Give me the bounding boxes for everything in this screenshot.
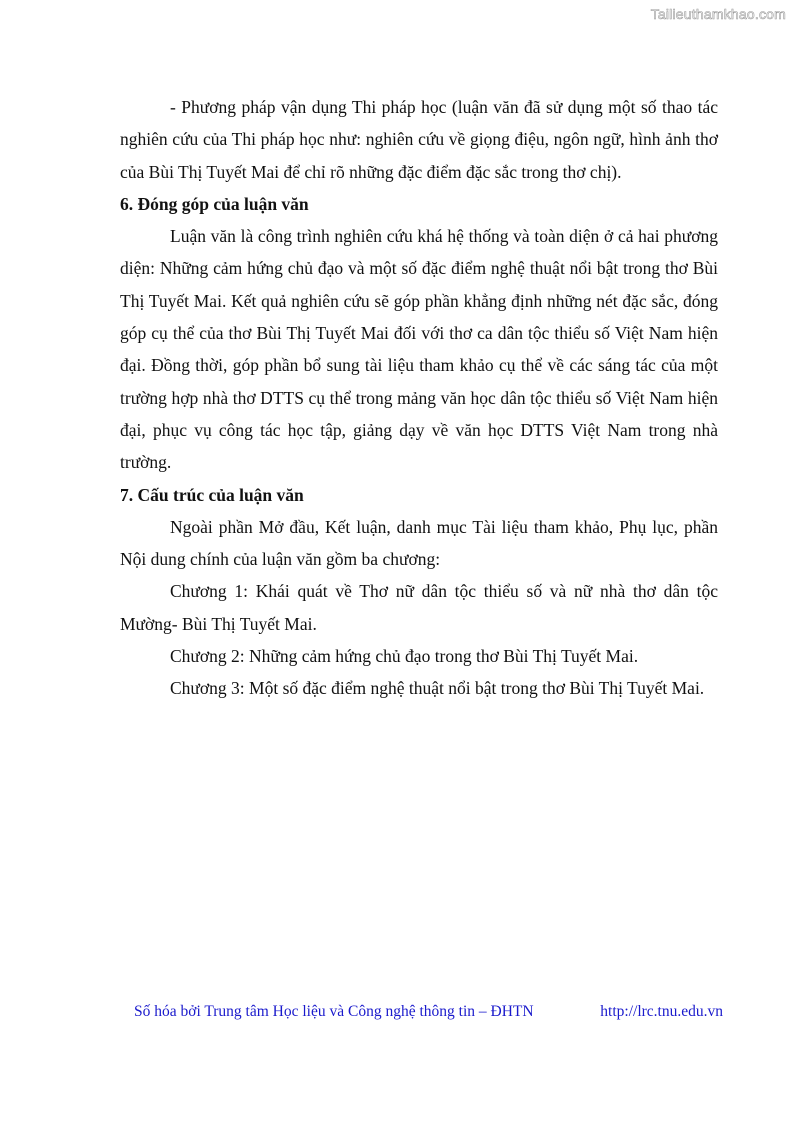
watermark-text: Tailieuthamkhao.com [650, 6, 786, 22]
paragraph-structure: Ngoài phần Mở đầu, Kết luận, danh mục Tài liệu tham khảo, Phụ lục, phần Nội dung chính của luận văn gồm ba chương: [120, 516, 718, 570]
paragraph-contribution: Luận văn là công trình nghiên cứu khá hệ thống và toàn diện ở cả hai phương diện: Những cảm hứng chủ đạo và một số đặc điểm nghệ thuật nổi bật trong thơ Bùi Thị Tuyết Mai. Kết quả nghiên cứu sẽ góp phần khẳng định những nét đặc sắc, đóng góp cụ thể của thơ Bùi Thị Tuyết Mai đối với thơ ca dân tộc thiểu số Việt Nam hiện đại. Đồng thời, góp phần bổ sung tài liệu tham khảo cụ thể về các sáng tác của một trường hợp nhà thơ DTTS cụ thể trong mảng văn học dân tộc thiểu số Việt Nam hiện đại, phục vụ công tác học tập, giảng dạy về văn học DTTS Việt Nam trong nhà trường. [120, 226, 718, 473]
chapter-1-item: Chương 1: Khái quát về Thơ nữ dân tộc thiểu số và nữ nhà thơ dân tộc Mường- Bùi Thị Tuyết Mai. [120, 581, 718, 634]
page-footer [134, 1003, 723, 1021]
section-heading-6: 6. Đóng góp của luận văn [120, 193, 309, 214]
footer-credit: Số hóa bởi Trung tâm Học liệu và Công nghệ thông tin – ĐHTN [134, 1003, 534, 1020]
footer-url-link[interactable]: http://lrc.tnu.edu.vn [600, 1003, 723, 1020]
section-heading-7: 7. Cấu trúc của luận văn [120, 484, 304, 505]
paragraph-method: - Phương pháp vận dụng Thi pháp học (luận văn đã sử dụng một số thao tác nghiên cứu của Thi pháp học như: nghiên cứu về giọng điệu, ngôn ngữ, hình ảnh thơ của Bùi Thị Tuyết Mai để chỉ rõ những đặc điểm đặc sắc trong thơ chị). [120, 97, 718, 182]
chapter-2-item: Chương 2: Những cảm hứng chủ đạo trong thơ Bùi Thị Tuyết Mai. [170, 646, 639, 667]
document-body [120, 91, 718, 705]
chapter-3-item: Chương 3: Một số đặc điểm nghệ thuật nổi bật trong thơ Bùi Thị Tuyết Mai. [170, 678, 705, 699]
